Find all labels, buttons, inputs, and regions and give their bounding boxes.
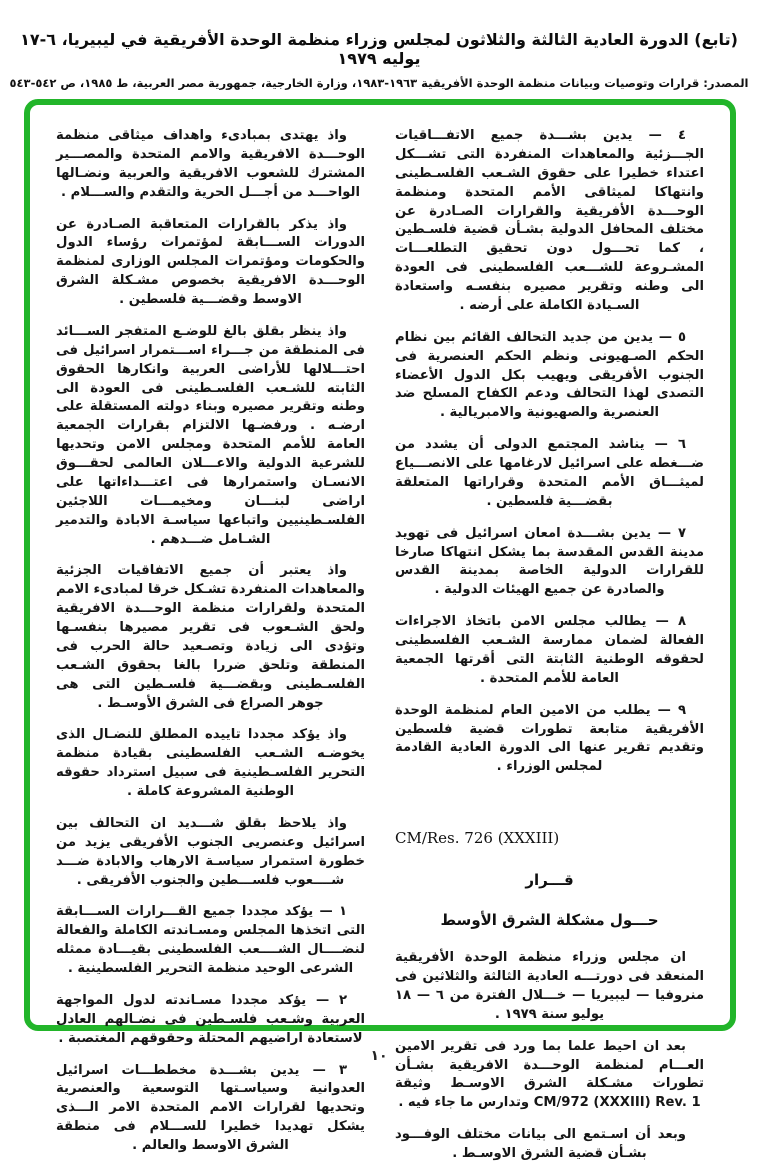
- page-footer: [0, 1045, 758, 1064]
- resolution-paragraph-1: ان مجلس وزراء منظمة الوحدة الأفريقية المنعقد فى دورتـــه العادية الثالثة والثلاثين فى منروفيا — ليبيريا — خـــلال الفترة من ٦ — ١٨ يوليو سنة ١٩٧٩ .: [395, 950, 704, 1022]
- operative-paragraph-2: ٢ — يؤكد مجددا مسـاندته لدول المواجهة العربية وشـعب فلسـطين فى نضـالهم العادل لاستعادة اراضيهم المحتلة وحقوقهم المغتصبة .: [56, 992, 365, 1046]
- resolution-title: قـــرار: [525, 871, 574, 890]
- resolution-code: CM/Res. 726 (XXXIII): [395, 829, 560, 848]
- paragraph-item-5: ٥ — يدين من جديد التحالف القائم بين نظام الحكم الصـهيونى ونظم الحكم العنصرية فى الجنوب الأفريقى ويهيب بكل الدول الأعضاء التصدى لهذا التحالف ودعم الكفاح المسلح ضد العنصرية والصهيونية والامبريالية .: [395, 329, 704, 421]
- preamble-paragraph-6: واذ يلاحظ بقلق شـــديد ان التحالف بين اسرائيل وعنصريى الجنوب الأفريقى يزيد من خطورة استمرار سياسـة الارهاب والابادة ضـــد شــــعوب فلســـطين والجنوب الأفريقى .: [56, 815, 365, 888]
- preamble-paragraph-1: واذ يهتدى بمبادىء واهداف ميثاقى منظمة الوحـــدة الافريقية والامم المتحدة والمصـــير المشترك للشعوب الافريقية والعربية ونضـالها الواحـــد من أجـــل الحرية والتقدم والســـلام .: [56, 128, 365, 200]
- paragraph-item-9: ٩ — يطلب من الامين العام لمنظمة الوحدة الأفريقية متابعة تطورات قضية فلسطين وتقديم تقرير عنها الى الدورة العادية القادمة لمجلس الوزراء .: [395, 702, 704, 775]
- preamble-paragraph-4: واذ يعتبر أن جميع الاتفاقيات الجزئية والمعاهدات المنفردة تشـكل خرقا لمبادىء الامم المتحدة ولقرارات منظمة الوحـــدة الافريقية ولحق الشـعوب فى تقرير مصيرها بنفسـها وتؤدى الى زيادة وتصـعيد حالة الحرب فى المنطقة وتلحق ضررا بالغا بحقوق الشـعب الفلسـطينى وبقضـــية فلسـطين التى هى جوهر الصراع فى الشرق الأوسـط .: [56, 563, 365, 711]
- preamble-paragraph-2: واذ يذكر بالقرارات المتعاقبة الصـادرة عن الدورات الســـابقة لمؤتمرات رؤساء الدول والحكومات ومؤتمرات المجلس الوزارى لمنظمة الوحـــدة الافريقية بخصوص مشـكلة الشرق الاوسط وقضـــية فلسطين .: [56, 216, 365, 307]
- session-title: (تابع) الدورة العادية الثالثة والثلاثون لمجلس وزراء منظمة الوحدة الأفريقية في ليبيريا، ٦-١٧ يوليه ١٩٧٩: [20, 30, 738, 68]
- paragraph-item-6: ٦ — يناشد المجتمع الدولى أن يشدد من ضـــغطه على اسرائيل لارغامها على الانصـــياع لميثـــاق الأمم المتحدة وقراراتها المتعلقة بقضـــية فلسطين .: [395, 437, 704, 509]
- resolution-paragraph-3: وبعد أن اسـتمع الى بيانات مختلف الوفـــود بشـأن قضية الشرق الاوسـط .: [395, 1127, 686, 1161]
- right-column: [395, 127, 704, 1161]
- operative-paragraph-3: ٣ — يدين بشـــدة مخططـــات اسرائيل العدوانية وسياسـتها التوسعية والعنصرية وتحديها لقرارات الامم المتحدة الامر الـــذى يشكل تهديدا خطيرا للســـلام فى منطقة الشرق الاوسط والعالم .: [56, 1062, 365, 1153]
- resolution-subtitle: حـــول مشكلة الشرق الأوسط: [440, 911, 659, 930]
- resolution-paragraph-2: بعد ان احيط علما بما ورد فى تقرير الامين العـــام لمنظمة الوحـــدة الافريقية بشـأن تطورات مشـكلة الشرق الاوسـط وثيقة CM/972 (XXXIII) Rev. 1 وتدارس ما جاء فيه .: [395, 1038, 704, 1111]
- page-header: [0, 30, 758, 90]
- preamble-paragraph-5: واذ يؤكد مجددا تاييده المطلق للنضـال الذى يخوضـه الشـعب الفلسطينى بقيادة منظمة التحرير الفلسـطينية فى سبيل استرداد حقوقه الوطنية المشروعة كاملة .: [56, 727, 365, 799]
- operative-paragraph-1: ١ — يؤكد مجددا جميع القـــرارات الســـابقة التى اتخذها المجلس ومسـاندته الكاملة والفعالة لنضــــال الشــــعب الفلسطينى بقيـــادة ممثله الشرعى الوحيد منظمة التحرير الفلسطينية .: [56, 904, 365, 976]
- preamble-paragraph-3: واذ ينظر بقلق بالغ للوضـع المتفجر الســـائد فى المنطقة من جـــراء اســـتمرار اسرائيل فى احتـــلالها للأراضى العربية وانكارها الحقوق الثابته للشـعب الفلسـطينى فى العودة الى وطنه وتقرير مصيره وبناء دولته المستقلة على ارضـه . ورفضـها الالتزام بقرارات الجمعية العامة للأمم المتحدة ومجلس الامن وتحديها للشرعية الدولية والاعـــلان العالمى لحقـــوق الانسـان واستمرارها فى اعتـــداءاتها على اراضى لبنـــان ومخيمـــات اللاجئين الفلسـطينيين واتباعها سياسـة الابادة والتدمير الشـامل ضـــدهم .: [56, 323, 365, 547]
- source-citation: المصدر: قرارات وتوصيات وبيانات منظمة الوحدة الأفريقية ١٩٦٣-١٩٨٣، وزارة الخارجية، جمهورية مصر العربية، ط ١٩٨٥، ص ٥٤٢-٥٤٣: [9, 76, 749, 90]
- page-number: ١٠: [370, 1048, 388, 1064]
- paragraph-item-8: ٨ — يطالب مجلس الامن باتخاذ الاجراءات الفعالة لضمان ممارسة الشـعب الفلسطينى لحقوقه الوطنية الثابتة التى أقرتها الجمعية العامة للأمم المتحدة .: [395, 614, 704, 686]
- left-column: [56, 127, 365, 1153]
- paragraph-item-4: ٤ — يدين بشـــدة جميع الاتفـــاقيات الجـــزئية والمعاهدات المنفردة التى تشـــكل اعتداء خطيرا على حقوق الشـعب الفلسـطينى وانتهاكا لميثاقى الأمم المتحدة ومنظمة الوحـــدة الأفريقية والقرارات الصـادرة عن مختلف المحافل الدولية بشـأن قضية فلسـطين ، كما تحـــول دون تحقيق التطلعـــات المشـروعة للشـــعب الفلسطينى فى العودة الى وطنه وتقرير مصيره بنفسـه واستعادة السـيادة الكاملة على أرضه .: [395, 128, 704, 313]
- paragraph-item-7: ٧ — يدين بشـــدة امعان اسرائيل فى تهويد مدينة القدس المقدسة بما يشكل انتهاكا صارخا للقرارات الدولية الخاصة بمدينة القدس والصادرة عن جميع الهيئات الدولية .: [395, 525, 704, 598]
